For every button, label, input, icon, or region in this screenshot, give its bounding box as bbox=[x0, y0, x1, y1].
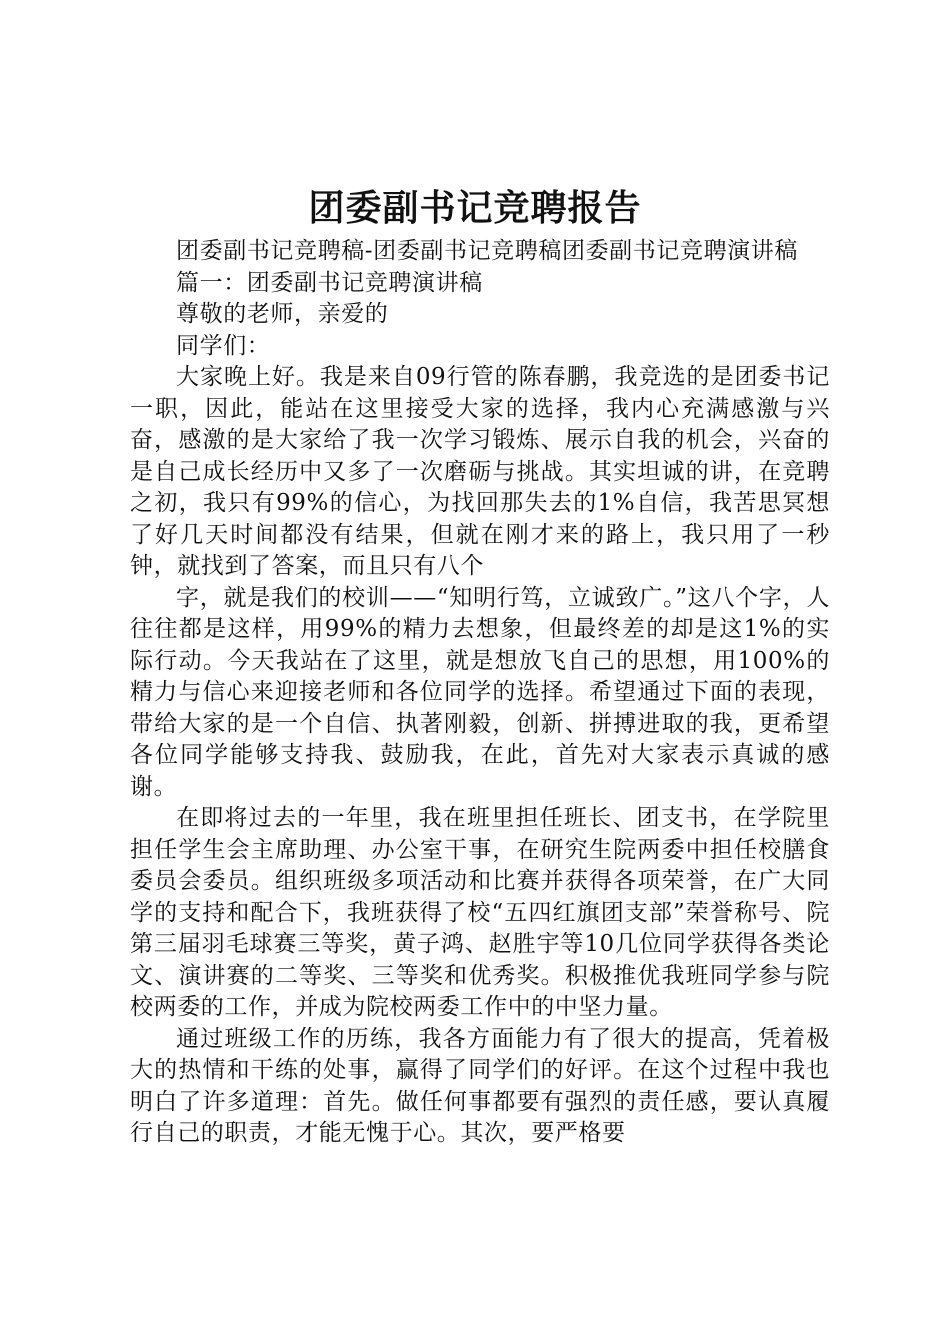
paragraph: 字，就是我们的校训——“知明行笃，立诚致广。”这八个字，人往往都是这样，用99%的精力去想象，但最终差的却是这1%的实际行动。今天我站在了这里，就是想放飞自己的思想，用100%的精力与信心来迎接老师和各位同学的选择。希望通过下面的表现，带给大家的是一个自信、执著刚毅，创新、拼搏进取的我，更希望各位同学能够支持我、鼓励我，在此，首先对大家表示真诚的感谢。 bbox=[130, 584, 830, 800]
document-body bbox=[130, 236, 830, 1150]
document-title: 团委副书记竞聘报告 bbox=[308, 187, 642, 229]
paragraph: 在即将过去的一年里，我在班里担任班长、团支书，在学院里担任学生会主席助理、办公室干事，在研究生院两委中担任校膳食委员会委员。组织班级多项活动和比赛并获得各项荣誉，在广大同学的支持和配合下，我班获得了校“五四红旗团支部”荣誉称号、院第三届羽毛球赛三等奖，黄子鸿、赵胜宇等10几位同学获得各类论文、演讲赛的二等奖、三等奖和优秀奖。积极推优我班同学参与院校两委的工作，并成为院校两委工作中的中坚力量。 bbox=[130, 805, 830, 1020]
paragraph: 通过班级工作的历练，我各方面能力有了很大的提高，凭着极大的热情和干练的处事，赢得了同学们的好评。在这个过程中我也明白了许多道理：首先。做任何事都要有强烈的责任感，要认真履行自己的职责，才能无愧于心。其次，要严格要 bbox=[130, 1025, 830, 1146]
paragraph: 尊敬的老师，亲爱的 bbox=[176, 301, 389, 327]
paragraph: 团委副书记竞聘稿-团委副书记竞聘稿团委副书记竞聘演讲稿 bbox=[176, 238, 798, 264]
paragraph: 同学们： bbox=[176, 332, 271, 359]
paragraph: 篇一：团委副书记竞聘演讲稿 bbox=[176, 269, 483, 296]
paragraph: 大家晚上好。我是来自09行管的陈春鹏，我竞选的是团委书记一职，因此，能站在这里接受大家的选择，我内心充满感激与兴奋，感激的是大家给了我一次学习锻炼、展示自我的机会，兴奋的是自己成长经历中又多了一次磨砺与挑战。其实坦诚的讲，在竞聘之初，我只有99%的信心，为找回那失去的1%自信，我苦思冥想了好几天时间都没有结果，但就在刚才来的路上，我只用了一秒钟，就找到了答案，而且只有八个 bbox=[130, 364, 830, 579]
